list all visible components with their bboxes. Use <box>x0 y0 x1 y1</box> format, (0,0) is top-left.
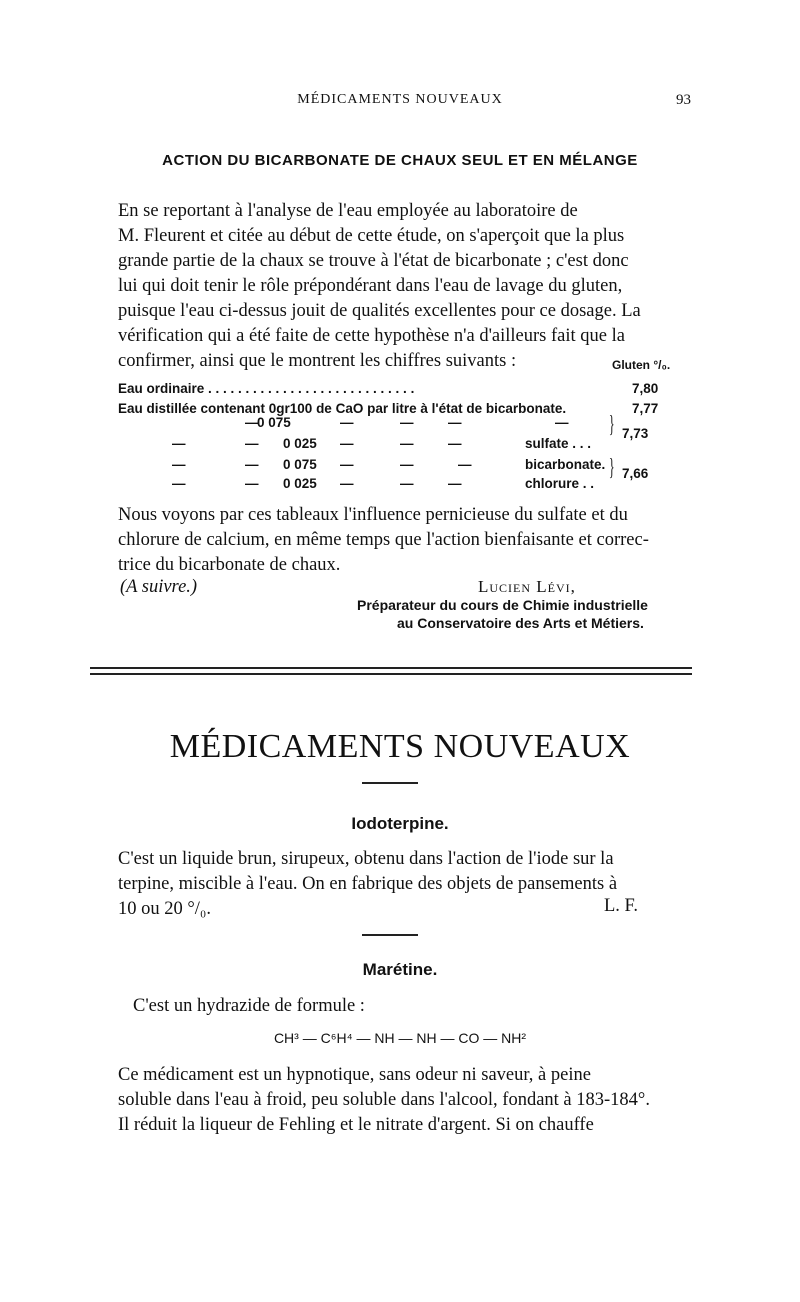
table-brace: } <box>608 412 615 438</box>
table-amount: 0 075 <box>283 457 317 472</box>
entry-divider <box>362 934 418 936</box>
section-heading: ACTION DU BICARBONATE DE CHAUX SEUL ET EN MÉLANGE <box>162 152 638 169</box>
table-dash: — <box>245 457 259 472</box>
table-dash: — <box>340 476 354 491</box>
table-row-value: 7,80 <box>632 381 659 396</box>
paragraph-line: 10 ou 20 °/₀. <box>118 899 211 919</box>
table-dash: — <box>172 457 186 472</box>
paragraph-line: terpine, miscible à l'eau. On en fabrique des objets de pansements à <box>118 874 618 894</box>
table-dash: — <box>172 436 186 451</box>
author-role: Préparateur du cours de Chimie industrielle <box>357 597 648 613</box>
paragraph-line: M. Fleurent et citée au début de cette étude, on s'aperçoit que la plus <box>118 226 625 246</box>
running-head <box>0 92 800 112</box>
author-role: au Conservatoire des Arts et Métiers. <box>397 615 644 631</box>
paragraph-line: Ce médicament est un hypnotique, sans odeur ni saveur, à peine <box>118 1065 591 1085</box>
table-dash: — <box>340 436 354 451</box>
paragraph-line: puisque l'eau ci-dessus jouit de qualités excellentes pour ce dosage. La <box>118 301 641 321</box>
table-dash: — <box>400 457 414 472</box>
table-dash: — <box>245 415 259 430</box>
table-dash: — <box>448 476 462 491</box>
paragraph-line: trice du bicarbonate de chaux. <box>118 555 341 575</box>
paragraph-line: lui qui doit tenir le rôle prépondérant dans l'eau de lavage du gluten, <box>118 276 623 296</box>
entry-intro: C'est un hydrazide de formule : <box>133 996 365 1016</box>
table-row-value: 7,77 <box>632 401 659 416</box>
title-underline <box>362 782 418 784</box>
paragraph-line: Il réduit la liqueur de Fehling et le nitrate d'argent. Si on chauffe <box>118 1115 594 1135</box>
table-group-value: 7,66 <box>622 466 649 481</box>
entry-signature: L. F. <box>604 896 638 916</box>
table-dash: — <box>555 415 569 430</box>
paragraph-line: soluble dans l'eau à froid, peu soluble dans l'alcool, fondant à 183-184°. <box>118 1090 650 1110</box>
divider-rule <box>90 673 692 675</box>
table-group-value: 7,73 <box>622 426 649 441</box>
table-dash: — <box>458 457 472 472</box>
paragraph-line: grande partie de la chaux se trouve à l'état de bicarbonate ; c'est donc <box>118 251 629 271</box>
table-dash: — <box>448 436 462 451</box>
table-dash: — <box>448 415 462 430</box>
chemical-formula: CH³ — C⁶H⁴ — NH — NH — CO — NH² <box>273 1030 527 1046</box>
paragraph-line: confirmer, ainsi que le montrent les chiffres suivants : <box>118 351 517 371</box>
table-row-label: Eau distillée contenant 0gr100 de CaO par litre à l'état de bicarbonate. <box>118 401 567 416</box>
paragraph-line: chlorure de calcium, en même temps que l'action bienfaisante et correc- <box>118 530 649 550</box>
table-amount: 0 075 <box>257 415 291 430</box>
table-dash: — <box>245 476 259 491</box>
table-row-label: Eau ordinaire . . . . . . . . . . . . . . . . . . . . . . . . . . . . <box>118 381 415 396</box>
author-name: Lucien Lévi, <box>478 577 576 596</box>
paragraph-bicarbonate-intro <box>118 199 696 374</box>
paragraph-line: C'est un liquide brun, sirupeux, obtenu dans l'action de l'iode sur la <box>118 849 614 869</box>
table-column-header: Gluten °/₀. <box>612 358 671 372</box>
table-dash: — <box>400 476 414 491</box>
table-dash: — <box>245 436 259 451</box>
table-dash: — <box>400 436 414 451</box>
table-dash: — <box>340 457 354 472</box>
paragraph-line: Nous voyons par ces tableaux l'influence pernicieuse du sulfate et du <box>118 505 628 525</box>
table-brace: } <box>608 455 615 481</box>
entry-text <box>118 1063 696 1138</box>
table-dash: — <box>340 415 354 430</box>
table-amount: 0 025 <box>283 476 317 491</box>
to-be-continued: (A suivre.) <box>120 577 198 597</box>
divider-rule <box>90 667 692 669</box>
paragraph-line: En se reportant à l'analyse de l'eau employée au laboratoire de <box>118 201 578 221</box>
table-dash: — <box>400 415 414 430</box>
table-salt: bicarbonate. <box>525 457 606 472</box>
page-number: 93 <box>676 92 691 108</box>
paragraph-line: vérification qui a été faite de cette hypothèse n'a d'ailleurs fait que la <box>118 326 625 346</box>
running-title: MÉDICAMENTS NOUVEAUX <box>297 92 503 107</box>
table-dash: — <box>172 476 186 491</box>
main-title: MÉDICAMENTS NOUVEAUX <box>169 728 631 765</box>
table-salt: chlorure . . <box>525 476 595 491</box>
paragraph-conclusion <box>118 503 696 578</box>
table-amount: 0 025 <box>283 436 317 451</box>
entry-heading: Marétine. <box>362 960 438 979</box>
table-salt: sulfate . . . <box>525 436 592 451</box>
entry-heading: Iodoterpine. <box>351 814 449 833</box>
